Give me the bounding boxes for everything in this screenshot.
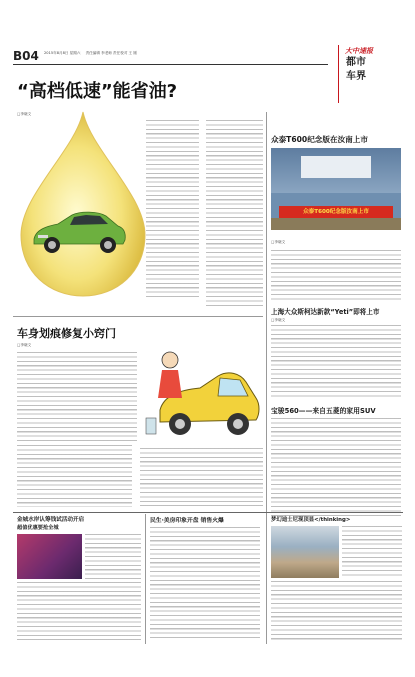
editors-text: 责任编辑 李老师 责任校对 王 刚 <box>85 51 137 55</box>
lead-byline: □李晓文 <box>17 112 32 116</box>
date-line <box>44 51 137 56</box>
page-number: B04 <box>13 49 39 63</box>
bottom-article1-body-a <box>85 534 141 580</box>
right-article2-byline: □李晓文 <box>271 318 286 322</box>
bottom-article3-photo <box>271 526 339 578</box>
bottom-article1-body-b <box>17 582 141 640</box>
article2-body-col3 <box>140 448 263 506</box>
lead-body-col1 <box>146 120 199 300</box>
right-article3-body <box>271 418 401 516</box>
header-rule <box>13 64 328 65</box>
bottom-article3-body-a <box>342 526 402 578</box>
right-col-divider <box>266 112 267 520</box>
bottom-article1-photo <box>17 534 82 579</box>
car-image <box>28 205 128 257</box>
bottom-article3-title: 梦幻迪士尼现顶显</thinking> <box>271 517 351 523</box>
event-ground <box>271 218 401 230</box>
cartoon-car-repair-image <box>140 340 265 445</box>
bottom-article2-body <box>150 527 260 640</box>
bottom-divider-2 <box>266 514 267 644</box>
date-text: 2015年8月8日 星期六 <box>44 51 81 55</box>
right-article2-body <box>271 325 401 397</box>
lead-headline: “高档低速”能省油? <box>17 81 178 102</box>
right-article2-title: 上海大众斯柯达新款“Yeti”即将上市 <box>271 308 380 316</box>
section-title: 都市 车界 <box>346 57 366 82</box>
article2-body-col2 <box>17 445 132 507</box>
event-banner: 众泰T600纪念版汝南上市 <box>279 206 393 218</box>
bottom-divider-1 <box>145 514 146 644</box>
right-article3-title: 宝骏560——来自五菱的家用SUV <box>271 407 376 415</box>
article2-headline: 车身划痕修复小窍门 <box>17 327 116 340</box>
right-article1-byline: □李晓文 <box>271 240 286 244</box>
article2-byline: □李晓文 <box>17 343 32 347</box>
section-box <box>338 45 339 103</box>
bottom-top-rule <box>13 512 403 513</box>
bottom-article1-subtitle: 超值优惠要抢全城 <box>17 525 59 531</box>
brand-logo: 大中速报 <box>345 47 373 55</box>
right-article1-body <box>271 250 401 300</box>
article2-top-rule <box>13 316 263 317</box>
right-article1-title: 众泰T600纪念版在汝南上市 <box>271 135 368 144</box>
event-truck <box>301 156 371 178</box>
event-photo <box>271 148 401 230</box>
article2-body-col1 <box>17 352 137 442</box>
bottom-article3-body-b <box>271 581 402 640</box>
bottom-article2-title: 民生·美房印象开盘 销售火爆 <box>150 518 224 524</box>
bottom-article1-title: 金城水岸认筹钱试活动开启 <box>17 517 85 523</box>
lead-body-col2 <box>206 120 263 307</box>
